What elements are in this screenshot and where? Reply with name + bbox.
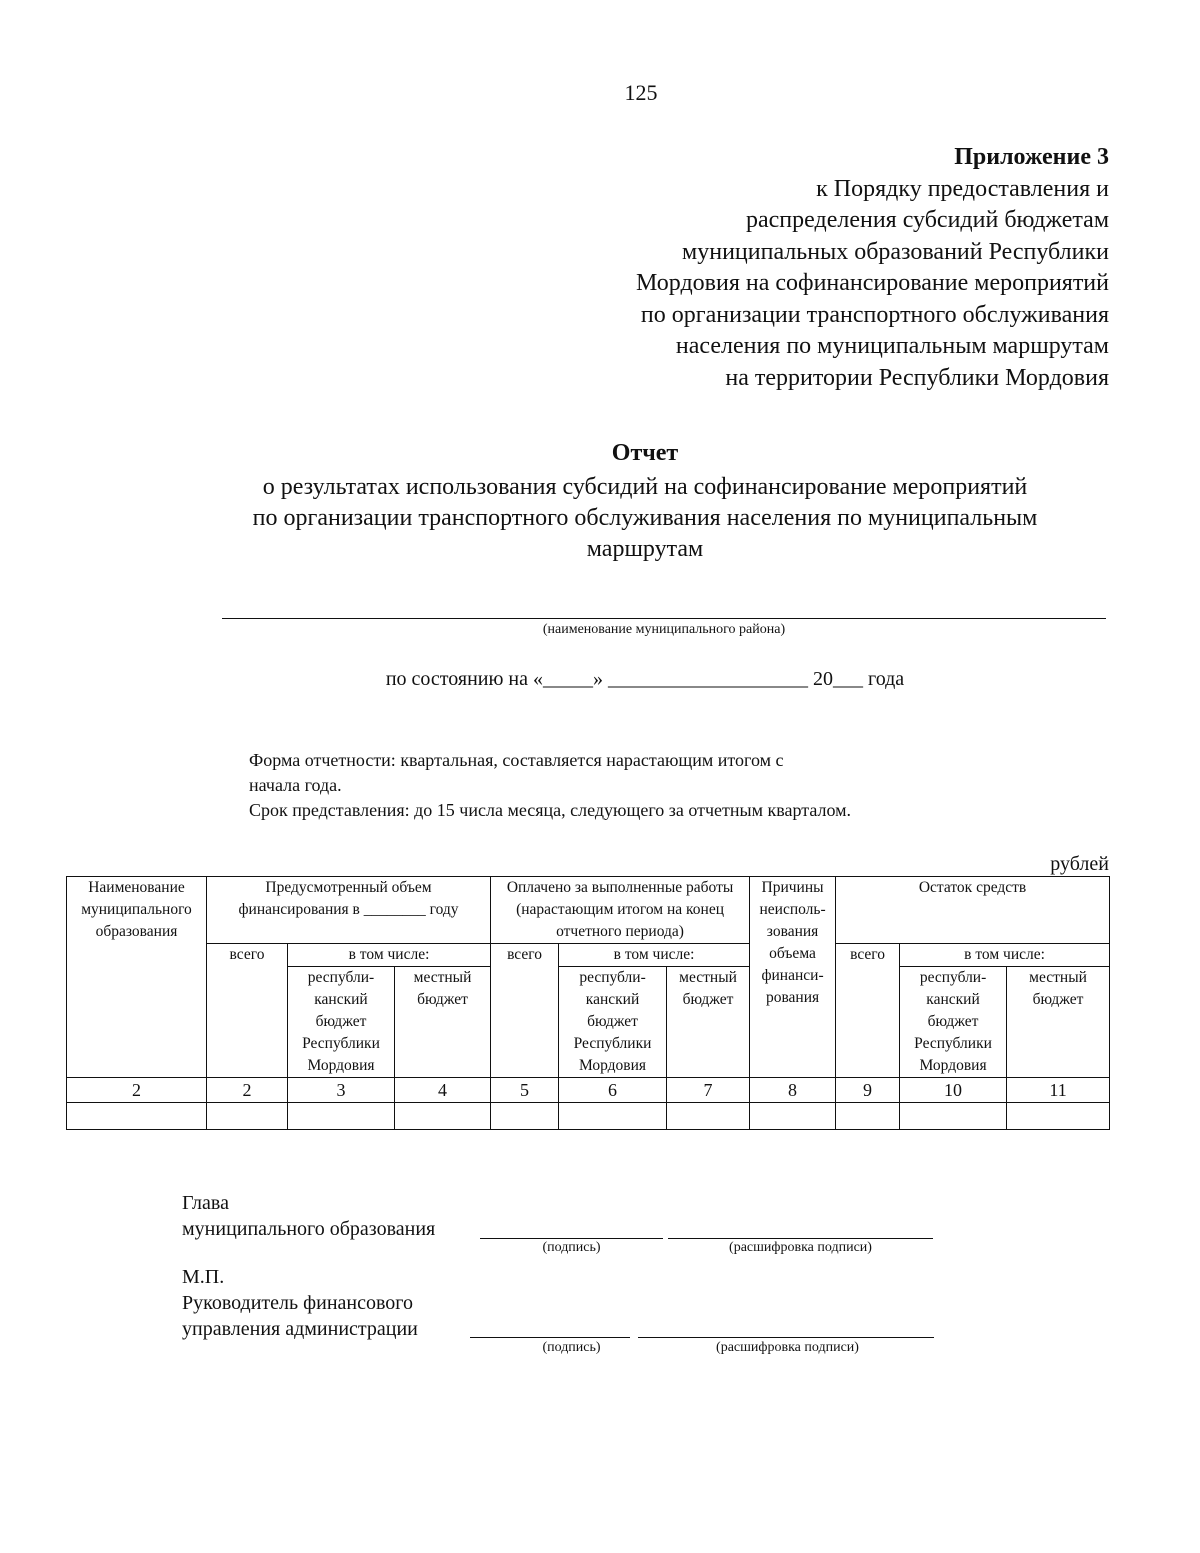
header-local-budget: местный бюджет (667, 967, 750, 1078)
finance-signature-line[interactable] (470, 1337, 630, 1338)
finance-signature-caption: (подпись) (542, 1340, 601, 1355)
table-cell[interactable] (836, 1103, 900, 1130)
header-including: в том числе: (559, 944, 750, 967)
district-name-line[interactable] (222, 618, 1106, 619)
table-header-row (67, 877, 1110, 944)
table-cell[interactable] (207, 1103, 288, 1130)
appendix-line: населения по муниципальным маршрутам (675, 333, 1109, 359)
column-number: 6 (559, 1078, 667, 1103)
table-data-row (67, 1103, 1110, 1130)
head-decoding-line[interactable] (668, 1238, 933, 1239)
report-subtitle-line: по организации транспортного обслуживания населения по муниципальным (252, 505, 1038, 531)
header-republic-budget: республи-канский бюджет Республики Мордовия (288, 967, 395, 1078)
appendix-line: к Порядку предоставления и (816, 175, 1109, 202)
form-info (249, 748, 1069, 823)
units-label: рублей (1050, 853, 1109, 875)
finance-head-label (182, 1290, 418, 1342)
header-total: всего (491, 944, 559, 1078)
header-balance: Остаток средств (836, 877, 1110, 944)
appendix-line: по организации транспортного обслуживания (640, 301, 1109, 328)
head-signature-line[interactable] (480, 1238, 663, 1239)
appendix-line: Мордовия на софинансирование мероприятий (636, 270, 1109, 296)
header-municipality: Наименование муниципального образования (67, 877, 207, 1078)
table-cell[interactable] (750, 1103, 836, 1130)
column-number: 10 (900, 1078, 1007, 1103)
header-including: в том числе: (288, 944, 491, 967)
table-cell[interactable] (900, 1103, 1007, 1130)
column-number-row (67, 1078, 1110, 1103)
column-number: 2 (67, 1078, 207, 1103)
form-info-line: начала года. (249, 775, 342, 795)
column-number: 5 (491, 1078, 559, 1103)
table-cell[interactable] (288, 1103, 395, 1130)
header-reasons: Причины неисполь-зования объема финанси-рования (750, 877, 836, 1078)
header-local-budget: местный бюджет (395, 967, 491, 1078)
table-header-row (67, 944, 1110, 967)
seal-place: М.П. (182, 1266, 225, 1288)
column-number: 9 (836, 1078, 900, 1103)
header-republic-budget: республи-канский бюджет Республики Мордовия (900, 967, 1007, 1078)
table-cell[interactable] (491, 1103, 559, 1130)
header-local-budget: местный бюджет (1007, 967, 1110, 1078)
district-name-caption: (наименование муниципального района) (542, 622, 786, 637)
header-paid: Оплачено за выполненные работы (нарастающим итогом на конец отчетного периода) (491, 877, 750, 944)
finance-decoding-line[interactable] (638, 1337, 934, 1338)
column-number: 11 (1007, 1078, 1110, 1103)
column-number: 4 (395, 1078, 491, 1103)
appendix-line: распределения субсидий бюджетам (746, 207, 1109, 233)
column-number: 2 (207, 1078, 288, 1103)
head-signature-caption: (подпись) (542, 1240, 601, 1255)
header-total: всего (207, 944, 288, 1078)
table-cell[interactable] (67, 1103, 207, 1130)
head-label (182, 1190, 435, 1242)
report-table (66, 876, 1110, 1130)
column-number: 8 (750, 1078, 836, 1103)
header-including: в том числе: (900, 944, 1110, 967)
report-date-line: по состоянию на «_____» ____________________ 20___ года (385, 668, 905, 690)
head-label-line: Глава (182, 1192, 229, 1214)
table-cell[interactable] (559, 1103, 667, 1130)
form-info-line: Форма отчетности: квартальная, составляется нарастающим итогом с (249, 750, 784, 770)
form-info-line: Срок представления: до 15 числа месяца, следующего за отчетным кварталом. (249, 800, 852, 820)
column-number: 3 (288, 1078, 395, 1103)
report-title: Отчет (611, 440, 679, 466)
report-subtitle (160, 472, 1130, 565)
head-label-line: муниципального образования (182, 1218, 436, 1240)
finance-label-line: Руководитель финансового (182, 1292, 413, 1314)
table-cell[interactable] (667, 1103, 750, 1130)
appendix-title: Приложение 3 (954, 144, 1109, 170)
column-number: 7 (667, 1078, 750, 1103)
finance-decoding-caption: (расшифровка подписи) (716, 1340, 859, 1355)
page-number: 125 (624, 80, 658, 105)
appendix-line: муниципальных образований Республики (682, 238, 1109, 265)
head-decoding-caption: (расшифровка подписи) (729, 1240, 872, 1255)
table-cell[interactable] (395, 1103, 491, 1130)
header-republic-budget: республи-канский бюджет Республики Мордовия (559, 967, 667, 1078)
appendix-header (549, 142, 1109, 394)
report-subtitle-line: о результатах использования субсидий на софинансирование мероприятий (262, 474, 1028, 500)
report-subtitle-line: маршрутам (586, 536, 704, 562)
header-total: всего (836, 944, 900, 1078)
appendix-line: на территории Республики Мордовия (725, 364, 1109, 391)
header-planned-volume: Предусмотренный объем финансирования в ________ году (207, 877, 491, 944)
table-cell[interactable] (1007, 1103, 1110, 1130)
finance-label-line: управления администрации (182, 1318, 418, 1340)
